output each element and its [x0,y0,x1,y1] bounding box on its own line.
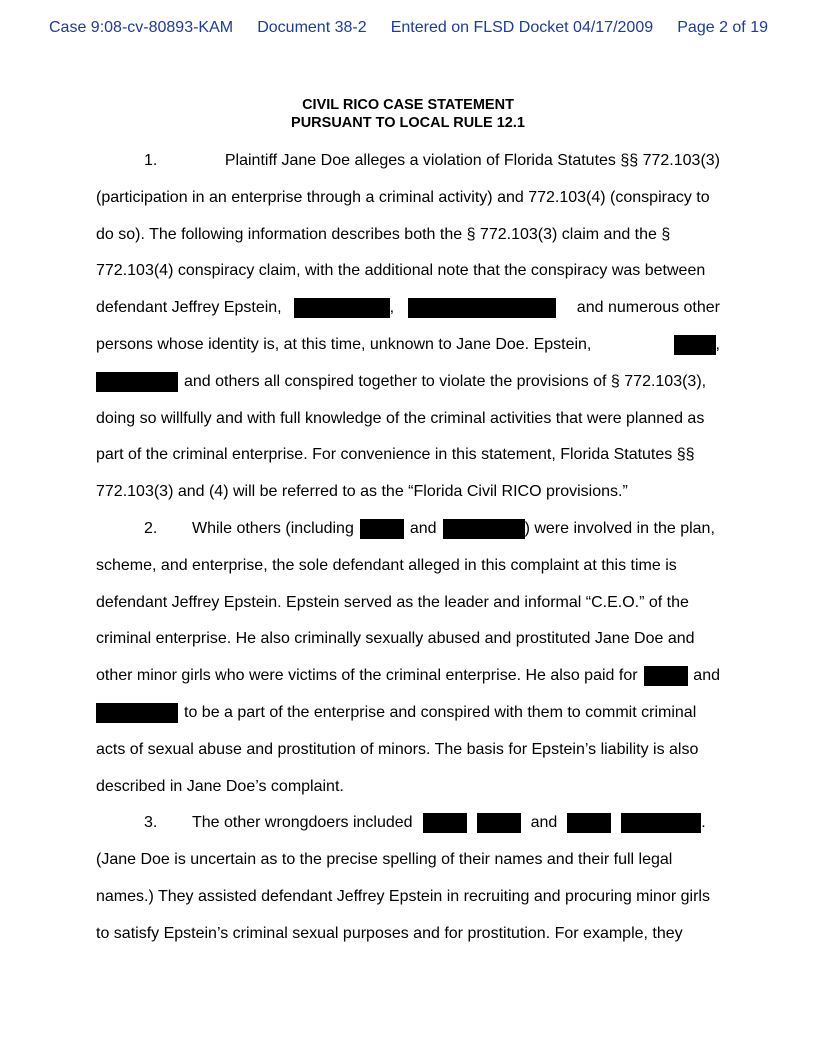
text-segment: described in Jane Doe’s complaint. [96,778,344,795]
text-line [96,481,720,503]
redaction-box [294,298,390,318]
paragraph-number: 3. [144,814,158,831]
redaction-box [477,813,521,833]
text-segment: and [693,667,720,684]
redaction-box [408,298,556,318]
text-segment: acts of sexual abuse and prostitution of minors. The basis for Epstein’s liability is also [96,741,699,758]
text-line [96,555,720,577]
text-segment: names.) They assisted defendant Jeffrey Epstein in recruiting and procuring minor girls [96,888,710,905]
paragraph-number: 1. [144,152,158,169]
text-line [96,518,720,540]
redaction-box [96,372,178,392]
case-number: Case 9:08-cv-80893-KAM [49,19,234,36]
paragraph-number: 2. [144,520,158,537]
redaction-box [674,335,716,355]
title-line-2: PURSUANT TO LOCAL RULE 12.1 [291,115,525,131]
text-segment: defendant Jeffrey Epstein, [96,299,282,316]
text-segment: defendant Jeffrey Epstein. Epstein served as the leader and informal “C.E.O.” of the [96,594,689,611]
text-segment: and others all conspired together to violate the provisions of § 772.103(3), [184,373,707,390]
redaction-box [360,519,404,539]
text-line [96,886,720,908]
text-segment: part of the criminal enterprise. For convenience in this statement, Florida Statutes §§ [96,446,695,463]
text-segment: criminal enterprise. He also criminally sexually abused and prostituted Jane Doe and [96,630,695,647]
redaction-box [96,703,178,723]
text-segment: The other wrongdoers included [192,814,413,831]
redaction-box [423,813,467,833]
text-line [96,739,720,761]
redaction-box [567,813,611,833]
text-segment: to be a part of the enterprise and conspired with them to commit criminal [184,704,697,721]
text-line [96,702,720,724]
page-header [49,18,768,38]
redaction-box [644,666,688,686]
text-segment: , [389,299,395,316]
text-segment: and [530,814,558,831]
text-segment: (participation in an enterprise through a criminal activity) and 772.103(4) (conspiracy to [96,189,710,206]
text-segment: 772.103(3) and (4) will be referred to as the “Florida Civil RICO provisions.” [96,483,628,500]
text-line [96,592,720,614]
text-segment: , [715,336,720,353]
text-segment: to satisfy Epstein’s criminal sexual purposes and for prostitution. For example, they [96,925,683,942]
text-segment: Plaintiff Jane Doe alleges a violation of Florida Statutes §§ 772.103(3) [224,152,720,169]
document-title [0,96,816,132]
text-line [96,334,720,356]
text-segment: scheme, and enterprise, the sole defendant alleged in this complaint at this time is [96,557,677,574]
document-number: Document 38-2 [257,19,367,36]
text-segment: 772.103(4) conspiracy claim, with the additional note that the conspiracy was between [96,262,706,279]
text-line [96,665,720,687]
text-segment: and numerous other [576,299,720,316]
redaction-box [621,813,701,833]
docket-entry: Entered on FLSD Docket 04/17/2009 [390,19,654,36]
text-line [96,812,720,834]
text-line [96,150,720,172]
text-line [96,628,720,650]
text-segment: do so). The following information describes both the § 772.103(3) claim and the § [96,226,671,243]
text-segment: persons whose identity is, at this time, unknown to Jane Doe. Epstein, [96,336,592,353]
text-segment: (Jane Doe is uncertain as to the precise spelling of their names and their full legal [96,851,673,868]
text-segment: other minor girls who were victims of the criminal enterprise. He also paid for [96,667,638,684]
text-line [96,408,720,430]
text-line [96,923,720,945]
text-line [96,224,720,246]
text-segment: ) were involved in the plan, [524,520,715,537]
text-segment: and [409,520,437,537]
text-line [96,260,720,282]
page-number: Page 2 of 19 [677,19,768,36]
redaction-box [443,519,525,539]
text-line [96,297,720,319]
text-segment: While others (including [192,520,354,537]
text-line [96,849,720,871]
text-segment: . [701,814,706,831]
text-segment: doing so willfully and with full knowledge of the criminal activities that were planned as [96,410,705,427]
title-line-1: CIVIL RICO CASE STATEMENT [302,97,514,113]
text-line [96,776,720,798]
text-line [96,444,720,466]
text-line [96,371,720,393]
text-line [96,187,720,209]
